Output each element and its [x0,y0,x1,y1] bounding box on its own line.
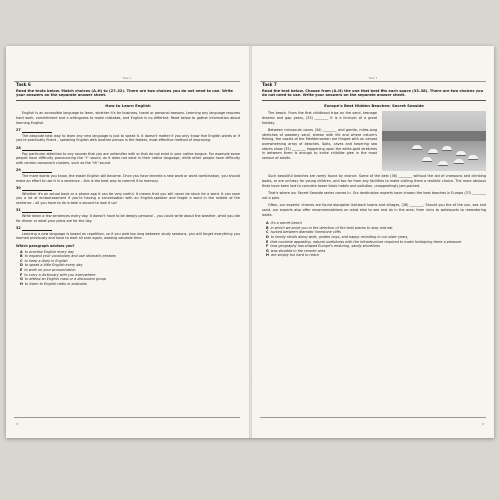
item-28 [16,146,240,165]
item-number: 32 [16,226,21,231]
option-g: G was situated in the remote area [266,248,326,253]
task-6-title: Task 6 [16,82,31,87]
left-page [6,46,248,438]
item-text: Learning a new language is based on repetition, so if you wait too long between study sessions, you will forget everything you learned previously and have to start all over again, wasting valuable time. [16,231,240,241]
task-6-instructions: Read the texts below. Match choices (A–H) to (27–32). There are two choices you do not need to use. Write your answers on the separate answer sheet. [16,89,240,101]
article-paragraph: That's where our Secret Seaside series comes in. Our destination experts have chosen the best beaches in Europe (37) ________ not a pain. [262,191,486,200]
option-f: F how geography has shaped Europe's enduring, sandy shorelines [266,244,380,249]
task-7-title: Task 7 [262,82,277,87]
article-paragraph: The beach. From the first childhood trips on the sand, teenage dreams and gap years, (33) ________ it is a linchpin of a great holiday. [262,111,377,125]
article-title-beaches: Europe's Best Hidden Beaches: Secret Seaside [324,102,424,108]
article-title-learn-english: How to Learn English [105,102,151,108]
option-e: E that combine appealing, natural usefulness with the infrastructure required to make holidaying there a pleasure [266,239,462,244]
task-7-instructions: Read the text below. Choose from (A–H) the one that best fits each space (33–38). There are two choices you do not need to use. Write your answers on the separate answer sheet. [262,89,486,101]
option-c: C to keep a diary in English [20,258,68,263]
item-text: Write down a few sentences every day. It doesn't have to be deeply personal – you could write about the weather, what you ate for dinner or what your plans are for the day. [16,214,240,223]
item-31 [16,208,240,223]
option-h: H are simply too hard to reach [266,253,320,258]
option-b: B in which we point you in the direction of the best places to stay and eat [266,225,393,230]
item-text: The more words you know, the easier English will become. Once you have learned a new word or word combination, you should make an effort to use it in a sentence – this is the best way to commit it to memory. [16,173,240,183]
option-g: G to attend an English class or a discussion group [20,277,106,282]
right-footer-rule [260,417,486,418]
item-30 [16,186,240,205]
right-page [252,46,494,438]
item-text: Whether it's an actual book or a phone app it can be very useful. It means that you will never be stuck for a word. It can save you a lot of embarrassment if you're having a conversation with an English-speaker and forget a word in the middle of the sentence – all you have to do is take a second to look it up! [16,191,240,205]
item-32 [16,226,240,241]
article-paragraph: Often, our experts' choices are found alongside laid-back towns and villages, (38) ________. Should you tire of the sun, sea and sand, our experts also offer recommendations on what else to see and do in the area, from ruins to waterports to meandering walks. [262,203,486,217]
option-e: E to work on your pronunciation [20,268,76,272]
right-page-body [262,83,486,258]
item-number: 28 [16,145,21,150]
article-paragraph: Such beautiful beaches are rarely found by chance. Some of the best (36) ________ without the aid of crampons and climbing boots, or are unfussy for young children, and too far from any facilities to make visiting them a realistic choice. The more obvious finds have been lost to concrete tower block hotels and pollution, unappealingly jam-packed. [262,174,486,188]
beach-photo [382,111,486,171]
item-text: Pay particular attention to any sounds that you are unfamiliar with or that do not exist in your native tongue. For example some people have difficulty pronouncing the "r" sound, as it does not exist in their native language, while other people have difficulty with certain consonant clusters, such as the "th" sound. [16,151,240,165]
right-page-number: 9 [482,422,484,426]
question-prompt: Which paragraph advises you? [16,244,75,249]
intro-paragraph: English is an accessible language to learn, whether it's for business, travel or personal reasons. Learning any language requires hard work, commitment and a willingness to make mistakes, and English is no different. Read below to gather information about learning English. [16,111,240,125]
article-paragraph: Between minuscule coves (34) ________ and gentle, miles-long stretches of powdery sand, strewn with life and where nature's fishing, the coasts of the Mediterranean are fringed with an almost overwhelming array of beaches. Spits, caves and towering sea stacks show (35) ________ happening upon the white-gold stretches in between them is enough to incite childlike glee in the most serious of adults. [262,128,377,160]
option-f: F to carry a dictionary with you everywhere [20,272,96,277]
option-c: C tucked between dramatic limestone cliffs [266,230,341,235]
left-footer-rule [14,417,240,418]
option-d: D to family strolls along wide, golden bays, and happy revisiting in our older years, [266,234,409,239]
left-page-number: 8 [16,422,18,426]
left-page-body [16,83,240,286]
item-number: 30 [16,186,21,191]
item-text: The absolute best way to learn any new language is just to speak it. It doesn't matter if you only know five English words or if you're practically fluent – speaking English with another person is the fastest, most effective method of improving. [16,133,240,143]
item-27 [16,128,240,143]
option-d: D to speak a little English every day [20,263,83,268]
right-page-header: Test 1 [260,76,486,82]
item-number: 31 [16,208,21,213]
options-list [262,221,486,258]
item-number: 29 [16,168,21,173]
options-list [16,250,240,287]
option-b: B to expand your vocabulary and use idiomatic phrases [20,254,116,259]
option-a: A it's a secret beach [266,221,302,226]
item-number: 27 [16,128,21,133]
option-h: H to listen to English radio or podcasts [20,281,87,286]
item-29 [16,168,240,183]
option-a: A to practise English every day [20,249,75,254]
book-spread [6,46,494,438]
left-page-header: Test 1 [14,76,240,82]
